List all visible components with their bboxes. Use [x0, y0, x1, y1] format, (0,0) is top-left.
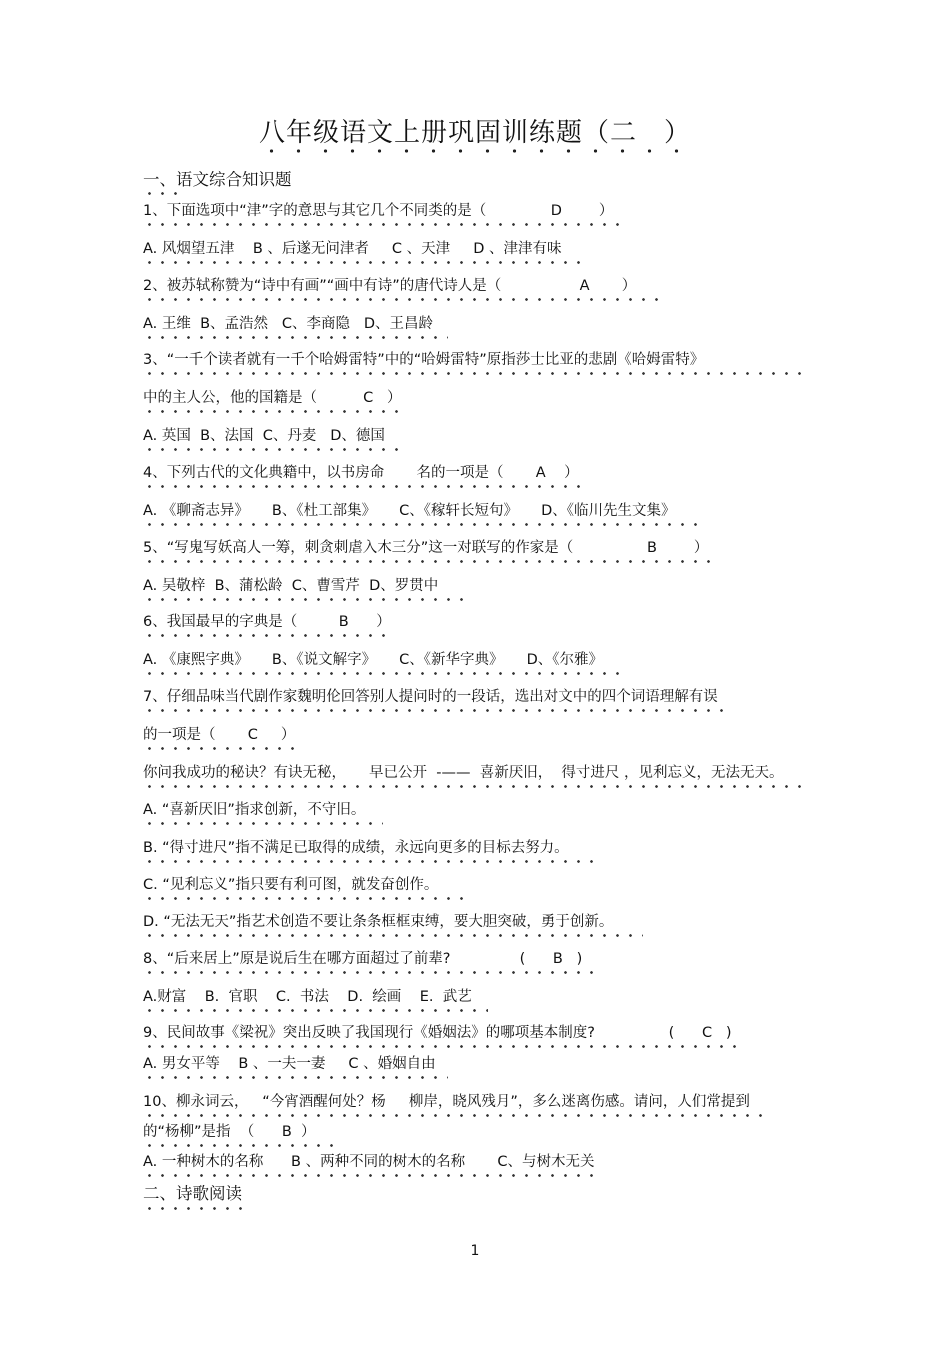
emphasis-dots: [143, 1008, 488, 1013]
question-9-options: A. 男女平等 B 、一夫一妻 C 、婚姻自由: [143, 1056, 436, 1072]
page-title: 八年级语文上册巩固训练题（二 ）: [258, 118, 691, 148]
question-7-option-c: C. “见利忘义”指只要有利可图，就发奋创作。: [143, 877, 439, 893]
emphasis-dots: [143, 933, 643, 938]
question-7-option-d: D. “无法无天”指艺术创造不要让条条框框束缚，要大胆突破，勇于创新。: [143, 914, 614, 930]
emphasis-dots: [143, 708, 733, 713]
question-8-options: A.财富 B. 官职 C. 书法 D. 绘画 E. 武艺: [143, 989, 472, 1005]
question-7-line-2: 的一项是（ C ）: [143, 727, 296, 743]
question-10-line-2: 的“杨柳”是指 （ B ）: [143, 1124, 316, 1140]
emphasis-dots: [143, 260, 588, 265]
emphasis-dots: [143, 784, 808, 789]
emphasis-dots: [143, 371, 803, 376]
emphasis-dots: [143, 297, 658, 302]
question-2: 2、被苏轼称赞为“诗中有画”“画中有诗”的唐代诗人是（ A ）: [143, 278, 637, 294]
emphasis-dots: [143, 1143, 338, 1148]
page-number: 1: [470, 1243, 480, 1259]
question-4: 4、下列古代的文化典籍中，以书房命 名的一项是（ A ）: [143, 465, 579, 481]
question-5-options: A. 吴敬梓 B、蒲松龄 C、曹雪芹 D、罗贯中: [143, 578, 439, 594]
emphasis-dots: [143, 970, 603, 975]
question-10-options: A. 一种树木的名称 B 、两种不同的树木的名称 C、与树木无关: [143, 1154, 595, 1170]
emphasis-dots: [143, 559, 718, 564]
emphasis-dots: [143, 409, 408, 414]
emphasis-dots: [143, 1173, 603, 1178]
emphasis-dots: [143, 484, 583, 489]
question-1-options: A. 风烟望五津 B 、后遂无问津者 C 、天津 D 、津津有味: [143, 241, 562, 257]
question-5: 5、“写鬼写妖高人一筹，刺贪刺虐入木三分”这一对联写的作家是（ B ）: [143, 540, 709, 556]
question-9: 9、民间故事《梁祝》突出反映了我国现行《婚姻法》的哪项基本制度? ( C ): [143, 1025, 732, 1041]
emphasis-dots: [143, 859, 593, 864]
section-heading-2: 二、诗歌阅读: [143, 1184, 242, 1203]
question-10-line-1: 10、柳永词云， “今宵酒醒何处？杨 柳岸，晓风残月”，多么迷离伤感。请问，人们常提到: [143, 1094, 750, 1110]
title-emphasis-dots: [258, 148, 688, 154]
question-7-option-a: A. “喜新厌旧”指求创新，不守旧。: [143, 802, 366, 818]
emphasis-dots: [143, 896, 463, 901]
emphasis-dots: [143, 671, 628, 676]
emphasis-dots: [143, 1075, 448, 1080]
emphasis-dots: [143, 191, 183, 196]
question-7-line-1: 7、仔细品味当代剧作家魏明伦回答别人提问时的一段话，选出对文中的四个词语理解有误: [143, 689, 718, 705]
question-4-options: A. 《聊斋志异》 B、《杜工部集》 C、《稼轩长短句》 D、《临川先生文集》: [143, 503, 676, 519]
question-8: 8、“后来居上”原是说后生在哪方面超过了前辈? ( B ): [143, 951, 583, 967]
question-3-line-1: 3、“一千个读者就有一千个哈姆雷特”中的“哈姆雷特”原指莎士比亚的悲剧《哈姆雷特》: [143, 352, 705, 368]
emphasis-dots: [143, 335, 448, 340]
emphasis-dots: [143, 746, 298, 751]
question-6-options: A. 《康熙字典》 B、《说文解字》 C、《新华字典》 D、《尔雅》: [143, 652, 604, 668]
emphasis-dots: [143, 222, 623, 227]
question-2-options: A. 王维 B、孟浩然 C、李商隐 D、王昌龄: [143, 316, 433, 332]
emphasis-dots: [143, 821, 383, 826]
emphasis-dots: [143, 1113, 763, 1118]
question-1: 1、下面选项中“津”字的意思与其它几个不同类的是（ D ）: [143, 203, 614, 219]
question-7-quote: 你问我成功的秘诀？有诀无秘， 早已公开 -—— 喜新厌旧， 得寸进尺 ，见利忘义，无法无天。: [143, 765, 784, 781]
emphasis-dots: [143, 597, 468, 602]
section-heading-1: 一、语文综合知识题: [143, 170, 292, 189]
question-3-line-2: 中的主人公，他的国籍是（ C ）: [143, 390, 402, 406]
emphasis-dots: [143, 1206, 248, 1211]
emphasis-dots: [143, 522, 698, 527]
emphasis-dots: [143, 633, 388, 638]
emphasis-dots: [143, 1044, 743, 1049]
emphasis-dots: [143, 447, 398, 452]
question-6: 6、我国最早的字典是（ B ）: [143, 614, 391, 630]
question-3-options: A. 英国 B、法国 C、丹麦 D、德国: [143, 428, 385, 444]
question-7-option-b: B. “得寸进尺”指不满足已取得的成绩，永远向更多的目标去努力。: [143, 840, 569, 856]
